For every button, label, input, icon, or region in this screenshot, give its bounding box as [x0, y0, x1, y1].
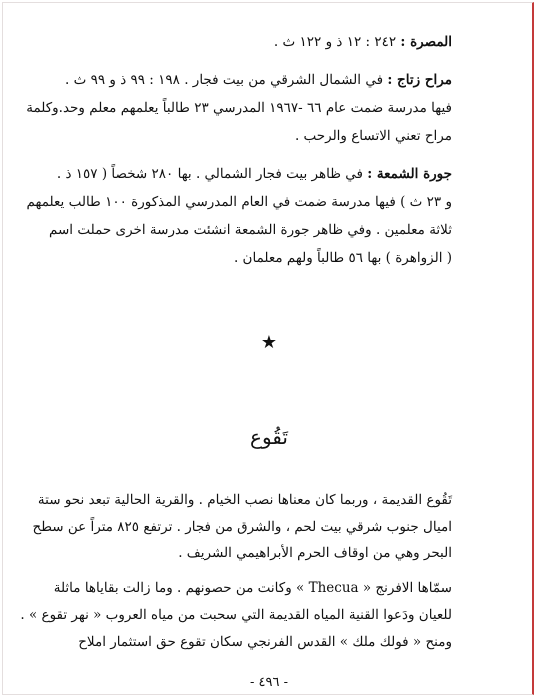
section1-line-1 [64, 70, 452, 90]
header-ref: ٢٤٢ : ١٢ ذ و ١٢٢ ث . [273, 34, 397, 50]
section1-line-2: فيها مدرسة ضمت عام ٦٦ -١٩٦٧ المدرسي ٢٣ طالباً يعلمهم معلم وحد.وكلمة [26, 100, 452, 116]
section1-lead: مراح زتاج : [387, 72, 452, 88]
section3-line-2: اميال جنوب شرقي بيت لحم ، والشرق من فجار . ترتفع ٨٢٥ متراً عن سطح [32, 519, 452, 535]
header-line [80, 32, 452, 52]
section2-line-3: ثلاثة معلمين . وفي ظاهر جورة الشمعة انشئت مدرسة اخرى حملت اسم [49, 222, 452, 238]
section4-line-3: ومنح « فولك ملك » القدس الفرنجي سكان تقوع حق استثمار املاح [78, 634, 452, 650]
section4-line-2: للعيان ودَعوا القنية المياه القديمة التي سحبت من مياه العروب « نهر تقوع » . [20, 607, 452, 623]
section1-line-3: مراح تعني الاتساع والرحب . [294, 128, 452, 144]
section3-line-3: البحر وهي من اوقاف الحرم الأبراهيمي الشريف . [178, 545, 452, 561]
section-title: تَقُوع [250, 425, 288, 449]
section2-text-1: في ظاهر بيت فجار الشمالي . بها ٢٨٠ شخصاً ( ١٥٧ ذ . [56, 166, 363, 182]
section2-line-1 [56, 164, 452, 184]
section3-line-1: تَقُوع القديمة ، وربما كان معناها نصب الخيام . والقرية الحالية تبعد نحو ستة [37, 492, 452, 508]
page-number: - ٤٩٦ - [249, 675, 288, 690]
section2-line-4: ( الزواهرة ) بها ٥٦ طالباً ولهم معلمان . [233, 250, 452, 266]
header-lead: المصرة : [400, 34, 452, 50]
section2-line-2: و ٢٣ ث ) فيها مدرسة ضمت في العام المدرسي المذكورة ١٠٠ طالب يعلمهم [26, 194, 452, 210]
star-separator: ★ [260, 332, 278, 353]
section1-text-1: في الشمال الشرقي من بيت فجار . ١٩٨ : ٩٩ ذ و ٩٩ ث . [64, 72, 384, 88]
section2-lead: جورة الشمعة : [367, 166, 452, 182]
section4-line-1: سمّاها الافرنج « Thecua » وكانت من حصونهم . وما زالت بقاياها ماثلة [53, 580, 452, 596]
